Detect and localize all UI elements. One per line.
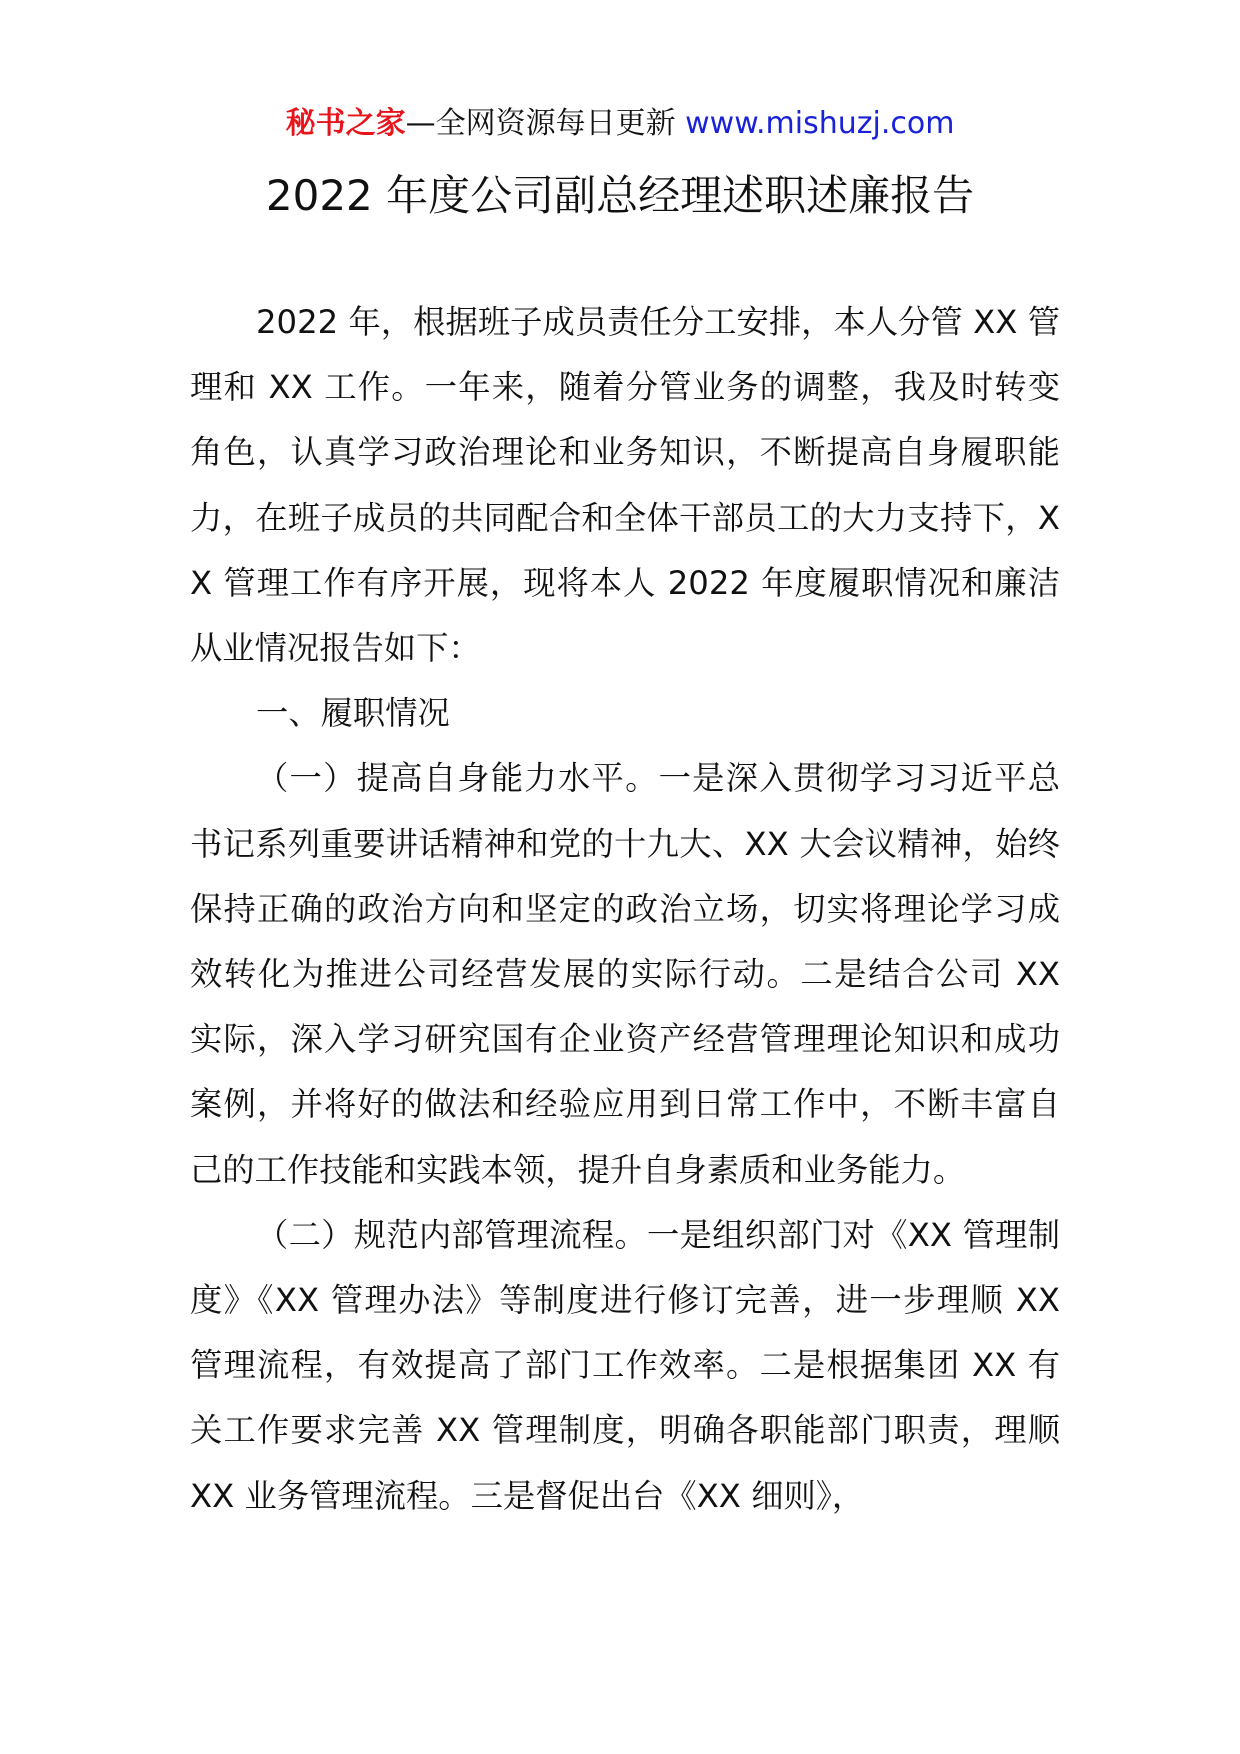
- site-slogan: —全网资源每日更新: [405, 106, 686, 141]
- site-header: [0, 104, 1240, 144]
- brand-name: 秘书之家: [285, 106, 406, 141]
- document-body: [190, 290, 1060, 1529]
- intro-paragraph: 2022 年，根据班子成员责任分工安排，本人分管 XX 管理和 XX 工作。一年来，随着分管业务的调整，我及时转变角色，认真学习政治理论和业务知识，不断提高自身履职能力，在班子成员的共同配合和全体干部员工的大力支持下，XX 管理工作有序开展，现将本人 2022 年度履职情况和廉洁从业情况报告如下：: [190, 303, 1060, 668]
- site-url-link[interactable]: www.mishuzj.com: [685, 106, 955, 141]
- subsection-ability-paragraph: （一）提高自身能力水平。一是深入贯彻学习习近平总书记系列重要讲话精神和党的十九大、XX 大会议精神，始终保持正确的政治方向和坚定的政治立场，切实将理论学习成效转化为推进公司经营发展的实际行动。二是结合公司 XX 实际，深入学习研究国有企业资产经营管理理论知识和成功案例，并将好的做法和经验应用到日常工作中，不断丰富自己的工作技能和实践本领，提升自身素质和业务能力。: [190, 759, 1060, 1189]
- subsection-process-paragraph: （二）规范内部管理流程。一是组织部门对《XX 管理制度》《XX 管理办法》等制度进行修订完善，进一步理顺 XX 管理流程，有效提高了部门工作效率。二是根据集团 XX 有关工作要求完善 XX 管理制度，明确各职能部门职责，理顺 XX 业务管理流程。三是督促出台《XX 细则》，: [190, 1215, 1060, 1515]
- document-title: 2022 年度公司副总经理述职述廉报告: [265, 171, 975, 220]
- section-heading-performance: 一、履职情况: [256, 694, 450, 733]
